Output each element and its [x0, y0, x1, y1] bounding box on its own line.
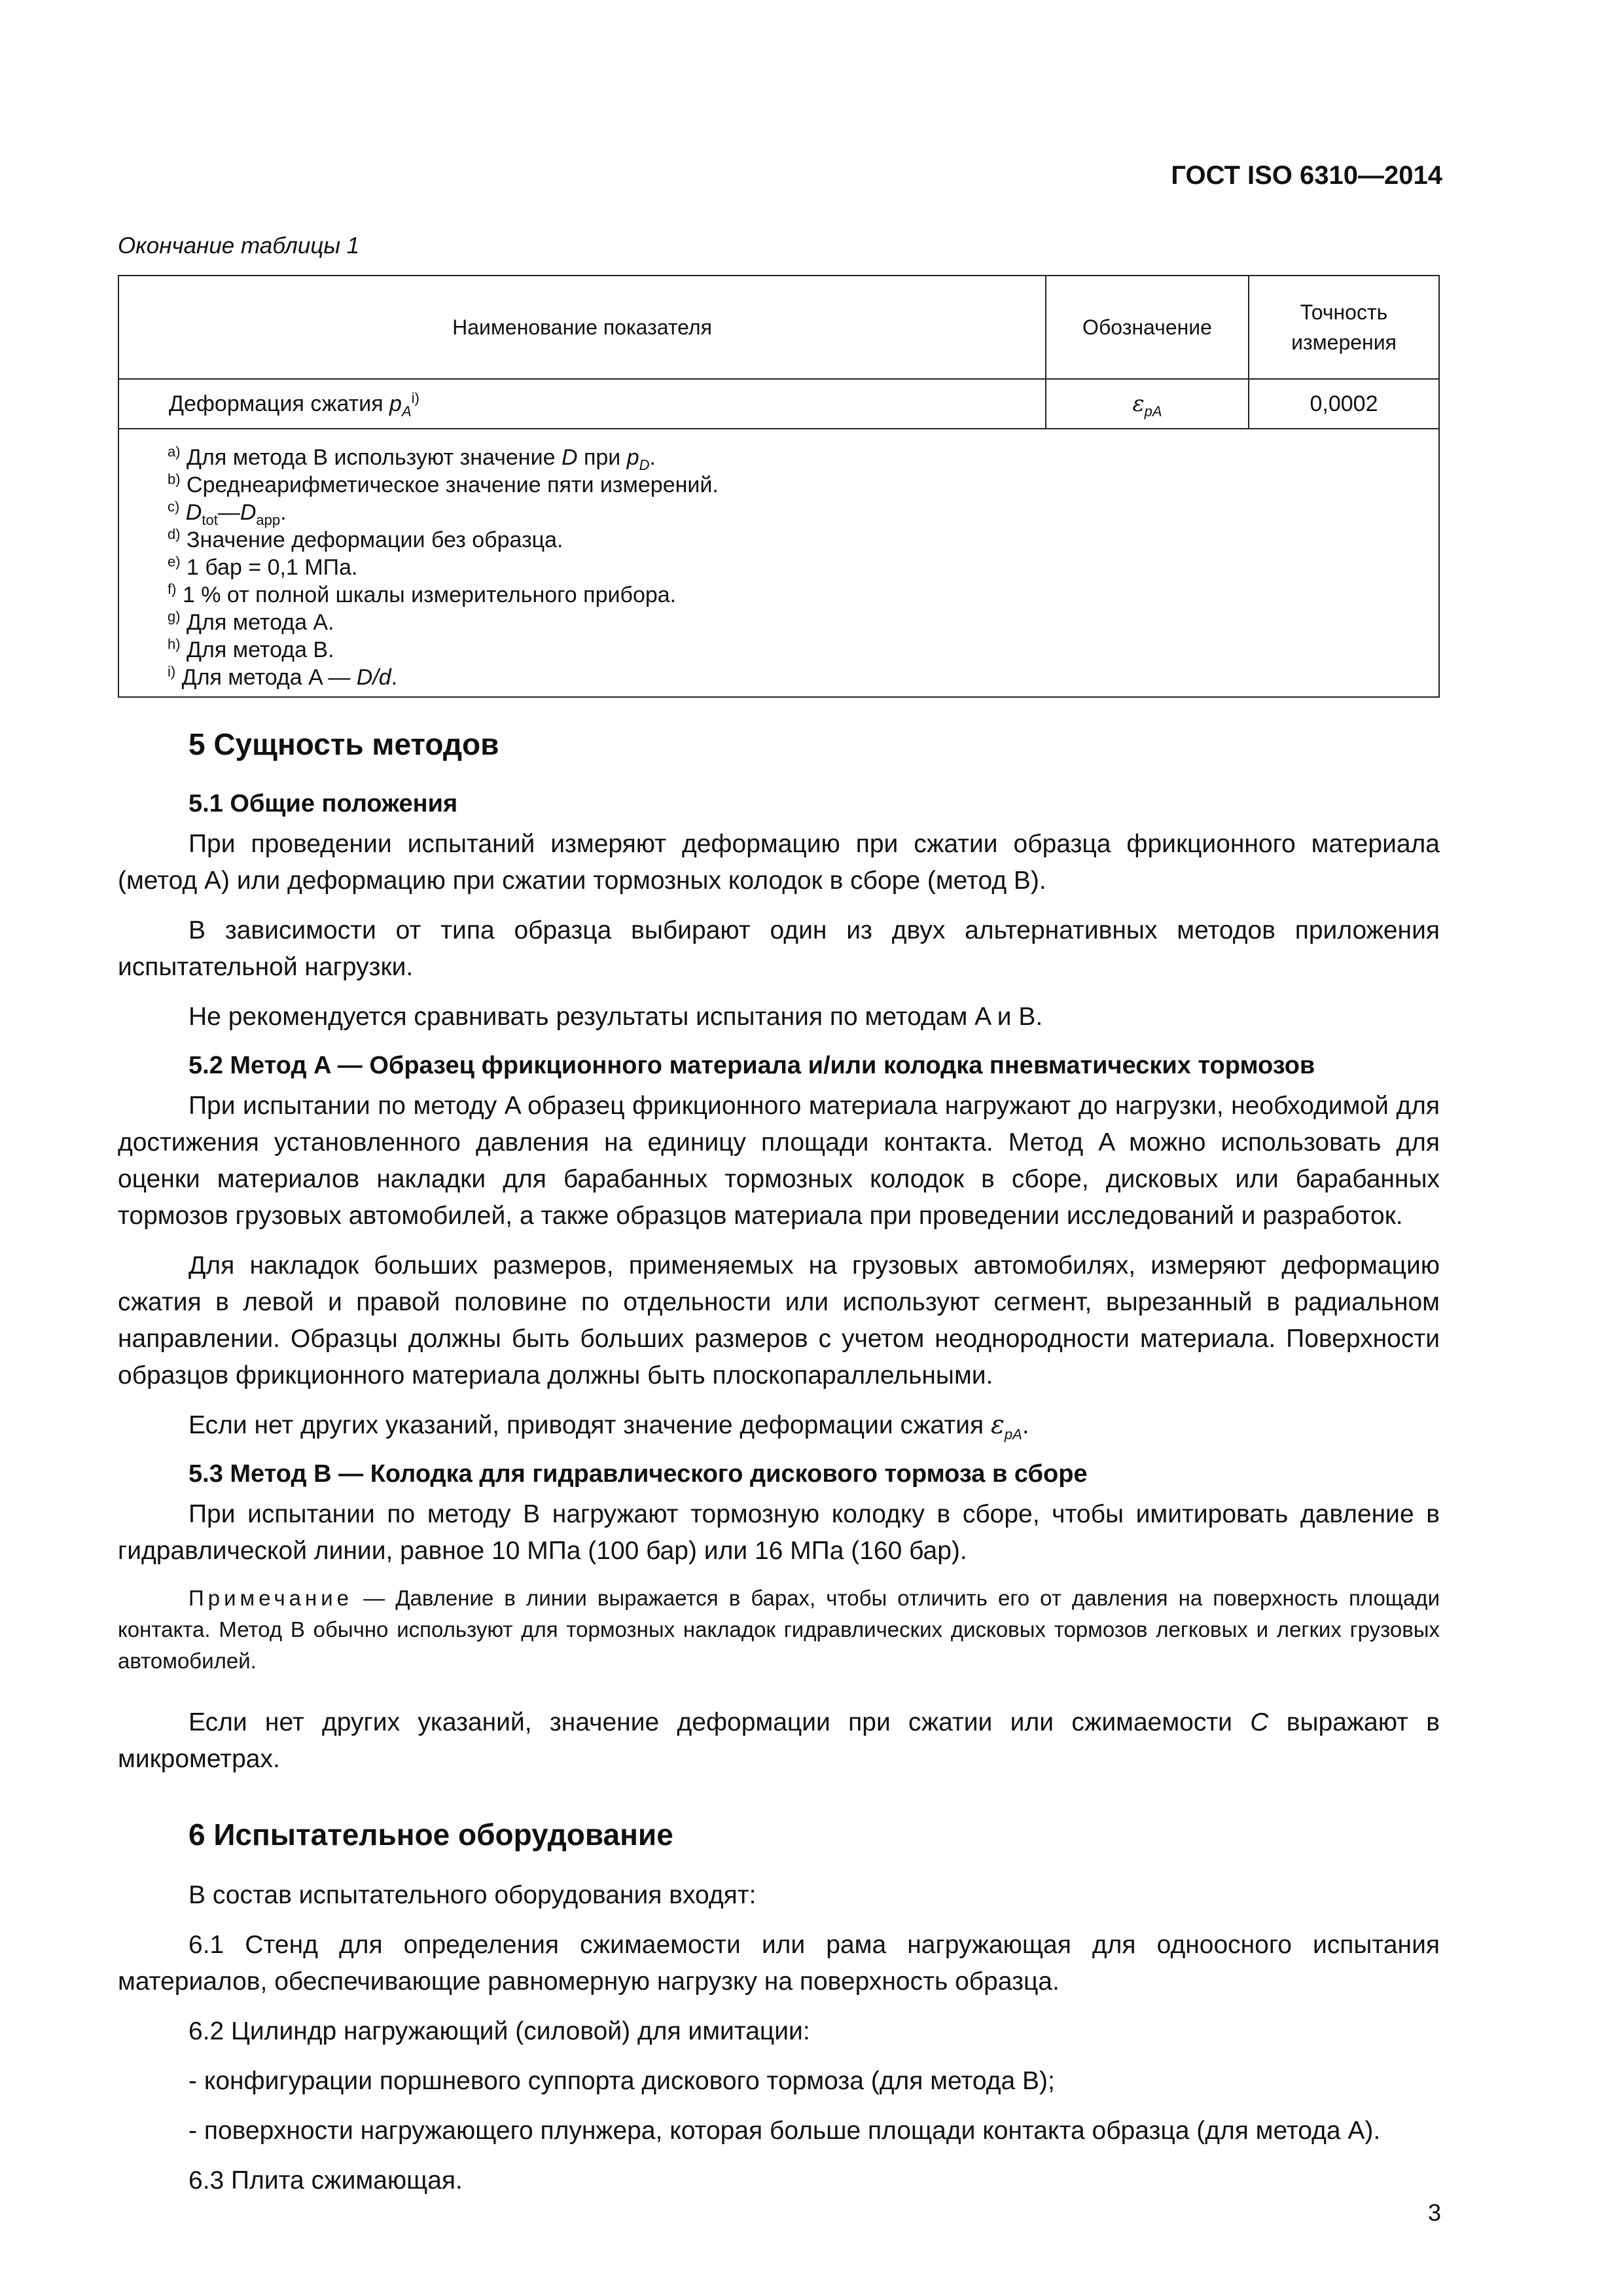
paragraph-text: Если нет других указаний, значение деформации при сжатии или сжимаемости — [188, 1708, 1251, 1736]
footnote-h — [168, 636, 1438, 664]
paragraph: При испытании по методу A образец фрикционного материала нагружают до нагрузки, необходимой для достижения установленного давления на единицу площади контакта. Метод A можно использовать для оценки материалов накладки для барабанных тормозных колодок в сборе, дисковых или барабанных тормозов грузовых автомобилей, а также образцов материала при проведении исследований и разработок. — [118, 1092, 1440, 1230]
footnote-sub: D — [639, 456, 650, 473]
footnote-text: Для метода A — — [175, 665, 357, 690]
footnote-var: p — [626, 445, 639, 470]
footnote-sub: tot — [202, 511, 218, 528]
footnote-f — [168, 581, 1438, 609]
footnote-var: D — [561, 445, 578, 470]
footnote-mark: g) — [168, 608, 181, 625]
list-item: 6.2 Цилиндр нагружающий (силовой) для имитации: — [188, 2017, 810, 2045]
paragraph — [118, 1704, 1440, 1778]
symbol-sub: pA — [1004, 1426, 1022, 1443]
indicators-table — [118, 275, 1440, 698]
footnote-c — [168, 499, 1438, 526]
table-row — [118, 379, 1439, 429]
table-header-row — [118, 276, 1439, 379]
footnote-mark: a) — [168, 443, 181, 460]
row-symbol-epsilon: ε — [1132, 391, 1145, 417]
footnote-text: . — [280, 500, 287, 525]
footnote-text: при — [577, 445, 627, 470]
footnote-mark: e) — [168, 553, 181, 570]
footnote-mark: c) — [168, 498, 180, 515]
table-notes-row — [118, 429, 1439, 697]
footnote-text: 1 бар = 0,1 МПа. — [180, 555, 358, 580]
paragraph: Для накладок больших размеров, применяемых на грузовых автомобилях, измеряют деформацию сжатия в левой и правой половине по отдельности или используют сегмент, вырезанный в радиальном направлении. Образцы должны быть больших размеров с учетом неоднородности материала. Поверхности образцов фрикционного материала должны быть плоскопараллельными. — [118, 1251, 1440, 1390]
note — [118, 1583, 1440, 1677]
page-number: 3 — [1427, 2199, 1441, 2226]
row-symbol-sub: pA — [1144, 403, 1162, 420]
row-accuracy: 0,0002 — [1249, 379, 1439, 429]
paragraph-text: выражают в микрометрах. — [118, 1708, 1440, 1773]
footnote-mark: f) — [168, 581, 177, 598]
list-item: - конфигурации поршневого суппорта дискового тормоза (для метода B); — [188, 2067, 1055, 2095]
variable: C — [1250, 1708, 1269, 1736]
list-item: - поверхности нагружающего плунжера, которая больше площади контакта образца (для метода A). — [188, 2117, 1381, 2145]
row-name-text: Деформация сжатия — [169, 391, 390, 416]
footnote-mark: d) — [168, 526, 181, 543]
footnote-d — [168, 526, 1438, 554]
row-symbol — [1046, 379, 1249, 429]
footnote-sub: app — [256, 511, 281, 528]
paragraph: В зависимости от типа образца выбирают один из двух альтернативных методов приложения испытательной нагрузки. — [118, 916, 1440, 981]
footnote-a — [168, 444, 1438, 471]
footnote-text: Для метода B. — [180, 637, 334, 662]
section-5-1-heading: 5.1 Общие положения — [188, 790, 458, 817]
document-code: ГОСТ ISO 6310—2014 — [1171, 161, 1442, 190]
footnote-mark: i) — [168, 663, 176, 680]
footnote-var: D — [185, 500, 202, 525]
header-symbol: Обозначение — [1046, 276, 1249, 379]
section-6-heading: 6 Испытательное оборудование — [188, 1818, 673, 1852]
list-item: 6.1 Стенд для определения сжимаемости или рама нагружающая для одноосного испытания материалов, обеспечивающие равномерную нагрузку на поверхность образца. — [118, 1931, 1440, 1996]
paragraph: При испытании по методу B нагружают тормозную колодку в сборе, чтобы имитировать давление в гидравлической линии, равное 10 МПа (100 бар) или 16 МПа (160 бар). — [118, 1500, 1440, 1565]
section-5-3-heading: 5.3 Метод B — Колодка для гидравлического дискового тормоза в сборе — [188, 1460, 1088, 1488]
footnote-dash: — — [217, 500, 240, 525]
footnote-var: D — [240, 500, 257, 525]
row-name-var: p — [389, 391, 402, 416]
footnote-b — [168, 471, 1438, 499]
header-accuracy — [1249, 276, 1439, 379]
footnote-text: Для метода B используют значение — [180, 445, 562, 470]
header-indicator-name: Наименование показателя — [118, 276, 1046, 379]
row-indicator-name — [118, 379, 1046, 429]
paragraph: В состав испытательного оборудования входят: — [188, 1881, 757, 1909]
list-item: 6.3 Плита сжимающая. — [188, 2166, 463, 2195]
document-body — [118, 724, 1440, 2212]
footnote-text: 1 % от полной шкалы измерительного прибора. — [176, 583, 677, 607]
note-text: — Давление в линии выражается в барах, чтобы отличить его от давления на поверхность площади контакта. Метод B обычно используют для тормозных накладок гидравлических дисковых тормозов легковых и легких грузовых автомобилей. — [118, 1586, 1440, 1673]
footnote-text: Среднеарифметическое значение пяти измерений. — [180, 473, 719, 497]
footnote-text: Значение деформации без образца. — [180, 528, 563, 552]
section-5-2-heading: 5.2 Метод A — Образец фрикционного материала и/или колодка пневматических тормозов — [188, 1052, 1315, 1079]
paragraph: При проведении испытаний измеряют деформацию при сжатии образца фрикционного материала (метод A) или деформацию при сжатии тормозных колодок в сборе (метод B). — [118, 830, 1440, 895]
footnote-e — [168, 554, 1438, 581]
row-name-footnote-mark: i) — [411, 389, 419, 406]
table-caption: Окончание таблицы 1 — [118, 233, 360, 259]
footnote-text: . — [391, 665, 398, 690]
note-label: Примечание — [188, 1586, 353, 1610]
footnote-g — [168, 609, 1438, 636]
footnote-mark: h) — [168, 636, 181, 653]
paragraph: Не рекомендуется сравнивать результаты испытания по методам A и B. — [188, 1003, 1043, 1031]
paragraph-text: . — [1022, 1411, 1029, 1439]
header-accuracy-text: Точность измерения — [1291, 300, 1397, 354]
row-name-wrap — [119, 389, 1045, 420]
table-footnotes — [118, 429, 1439, 697]
footnote-mark: b) — [168, 471, 181, 488]
row-name-sub: A — [401, 403, 412, 420]
paragraph-text: Если нет других указаний, приводят значение деформации сжатия — [188, 1411, 991, 1439]
footnote-text: . — [649, 445, 656, 470]
footnote-text: Для метода A. — [180, 610, 334, 635]
paragraph — [118, 1407, 1440, 1444]
footnote-var: D/d — [356, 665, 391, 690]
footnote-i — [168, 664, 1438, 691]
epsilon-symbol: ε — [990, 1410, 1005, 1440]
section-5-heading: 5 Сущность методов — [188, 727, 499, 761]
